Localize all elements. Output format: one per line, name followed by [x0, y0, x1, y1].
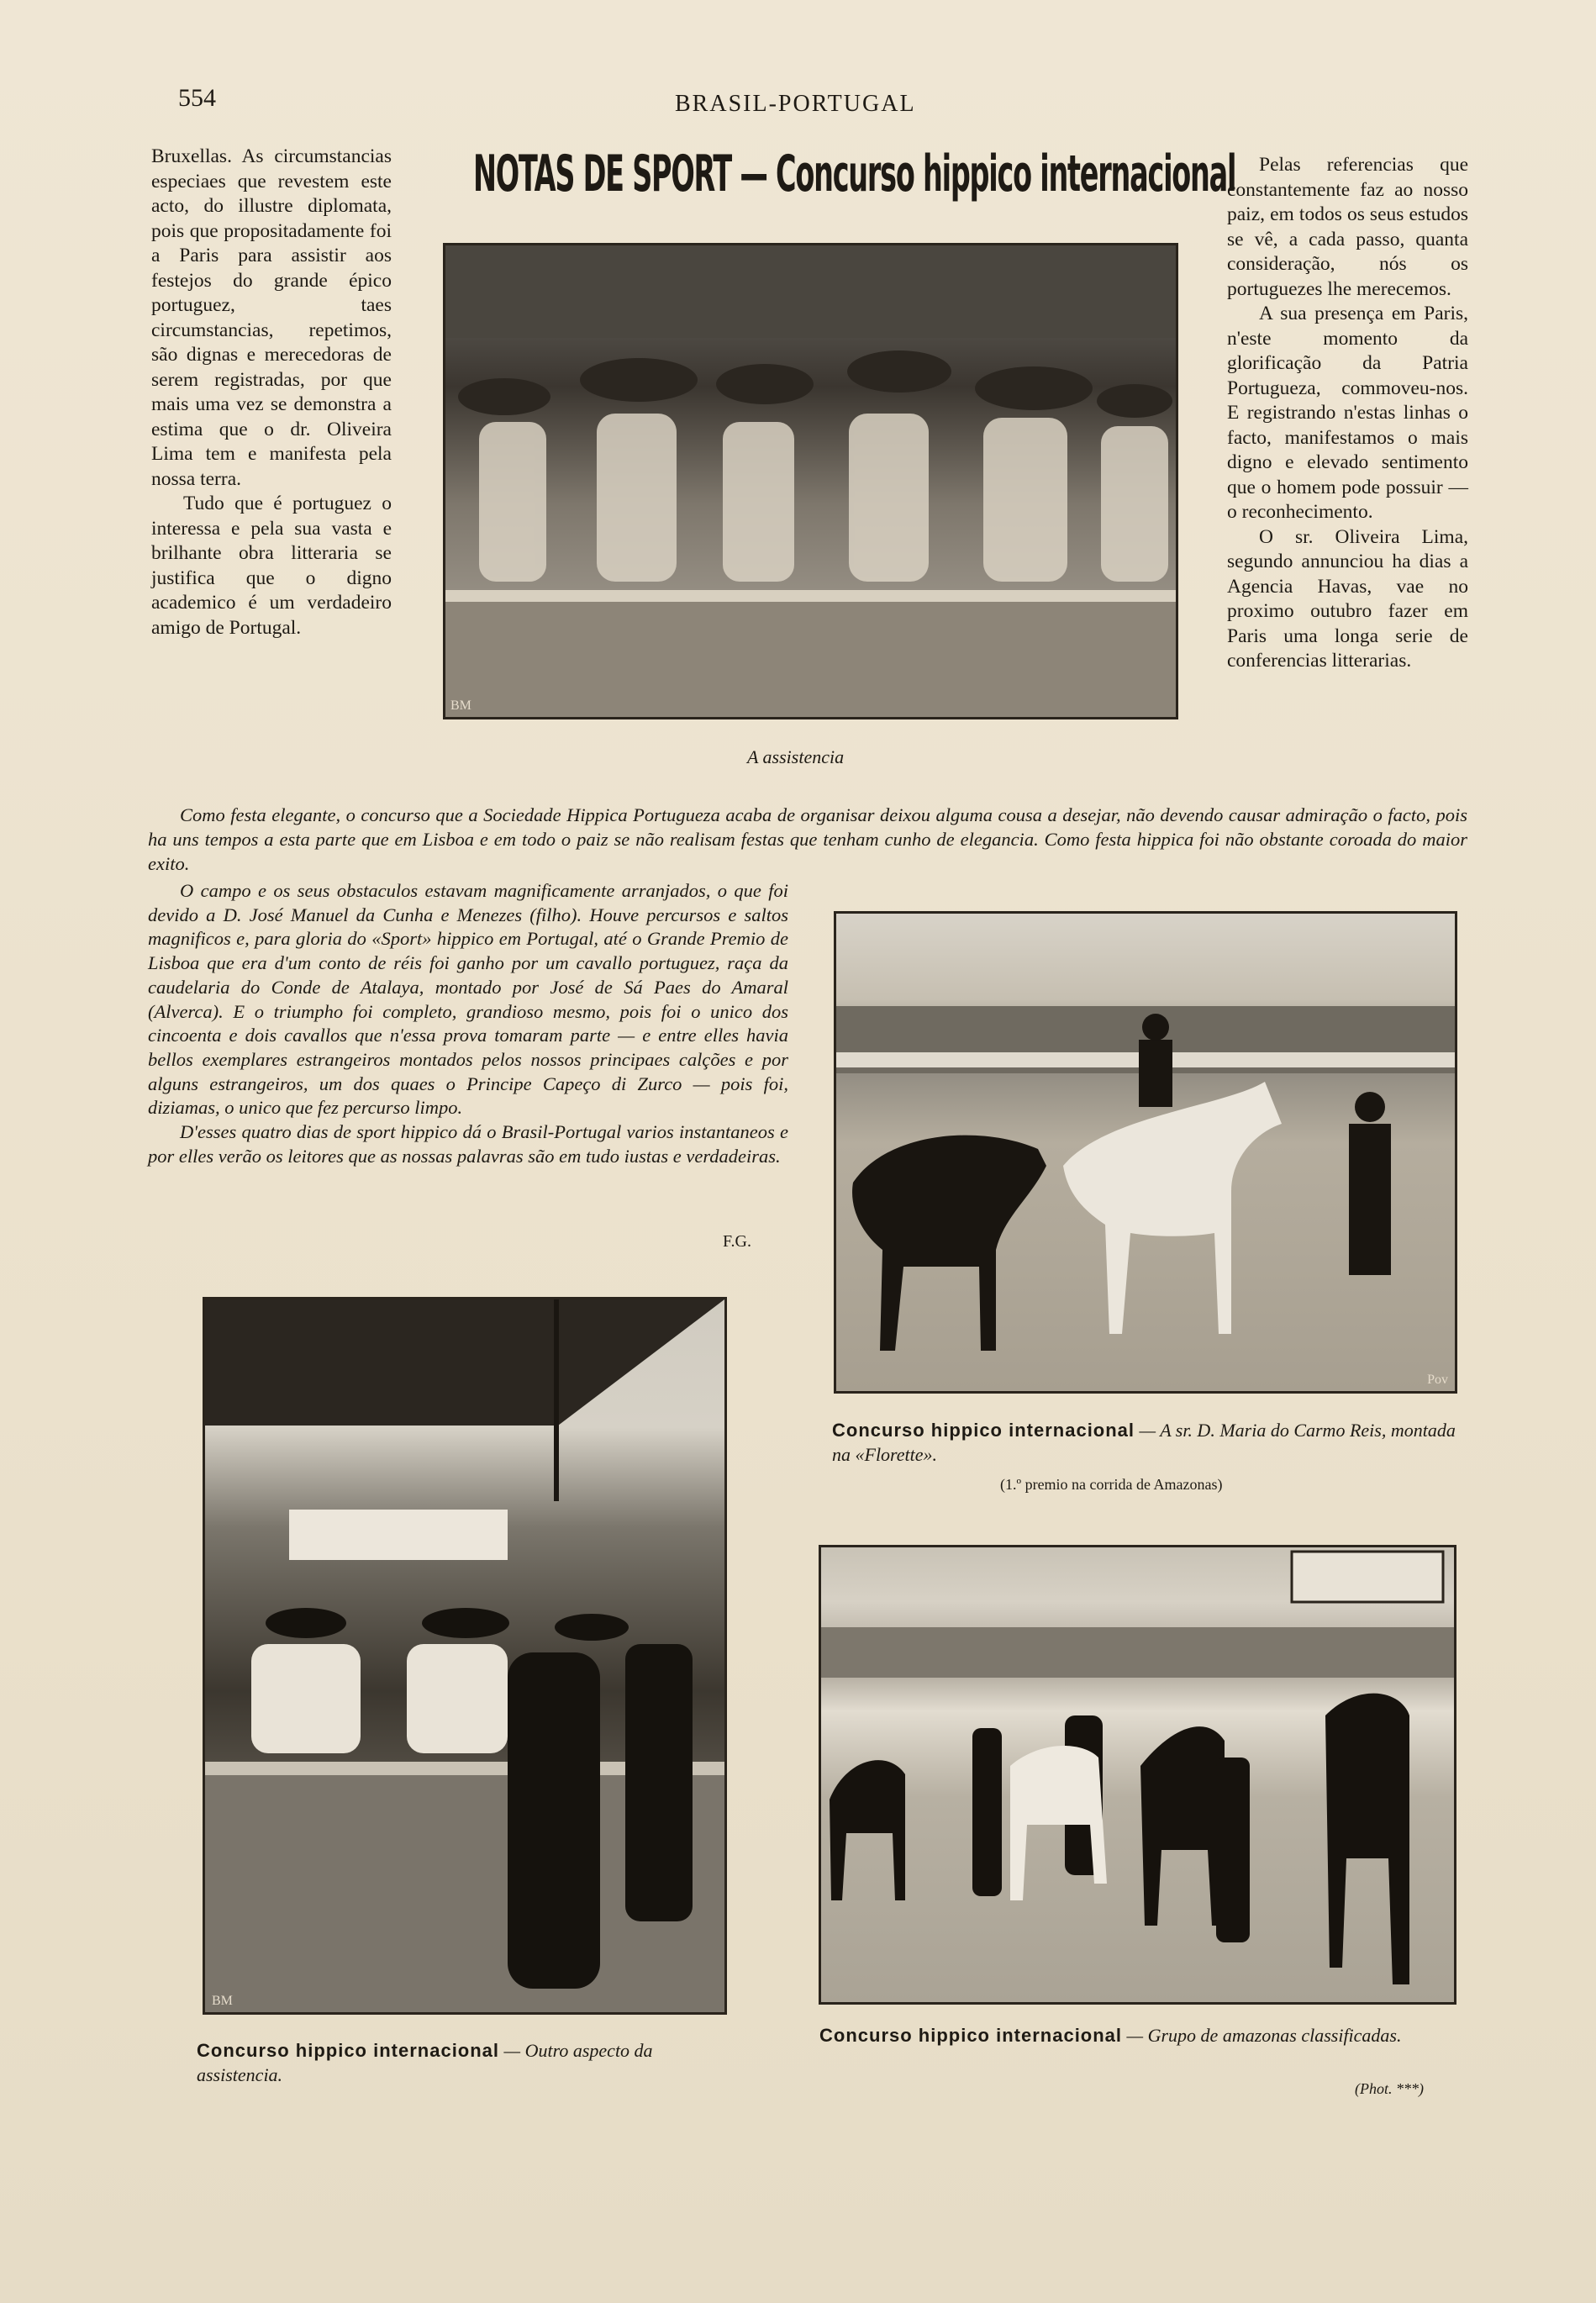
photo-assistencia-aspect	[203, 1297, 727, 2015]
section-headline: NOTAS DE SPORT — Concurso hippico internacional	[473, 145, 1236, 203]
photo2-caption-title: Concurso hippico internacional	[832, 1420, 1135, 1441]
publication-title: BRASIL-PORTUGAL	[675, 91, 916, 117]
photo-rider-florette	[834, 911, 1457, 1394]
article-body	[148, 879, 788, 1168]
photo4-caption-title: Concurso hippico internacional	[819, 2025, 1123, 2046]
right-paragraph-1: Pelas referencias que constantemente faz ao nosso paiz, em todos os seus estudos se vê, a cada passo, quanta consideração, nós os portuguezes lhe merecemos.	[1227, 154, 1468, 300]
photo4-caption	[819, 2024, 1458, 2048]
photo-grandstand-audience	[443, 243, 1178, 719]
right-paragraph-2: A sua presença em Paris, n'este momento da glorificação da Patria Portugueza, commoveu-nos. E registrando n'estas linhas o facto, manifestamos o mais digno e elevado sentimento que o homem pode possuir — o reconhecimento.	[1227, 303, 1468, 523]
photo2-monogram: Pov	[1427, 1373, 1448, 1387]
photo3-caption-text: — Outro aspecto da assistencia.	[197, 2040, 653, 2085]
intro-paragraph-1: Como festa elegante, o concurso que a Sociedade Hippica Portugueza acaba de organisar deixou alguma cousa a desejar, não devendo causar admiração o facto, pois ha uns tempos a esta parte que em Lisboa e em todo o paiz se não realisam festas que tenham cunho de elegancia. Como festa hippica foi não obstante coroada do maior exito.	[148, 804, 1467, 874]
photo1-monogram: BM	[450, 698, 471, 713]
left-column	[151, 145, 392, 640]
body-paragraph-2: D'esses quatro dias de sport hippico dá o Brasil-Portugal varios instantaneos e por elles verão os leitores que as nossas palavras são em tudo iustas e verdadeiras.	[148, 1121, 788, 1167]
page-number: 554	[178, 84, 216, 112]
grandstand-illustration	[445, 245, 1176, 717]
right-column	[1227, 153, 1468, 674]
photo2-caption-text: — A sr. D. Maria do Carmo Reis, montada na «Florette».	[832, 1420, 1456, 1465]
author-signature: F.G.	[723, 1232, 751, 1251]
rider-illustration	[836, 914, 1455, 1391]
right-paragraph-3: O sr. Oliveira Lima, segundo annunciou ha dias a Agencia Havas, vae no proximo outubro fazer em Paris uma longa serie de conferencias litterarias.	[1227, 525, 1468, 672]
left-paragraph-2: Tudo que é portuguez o interessa e pela sua vasta e brilhante obra litteraria se justifica que o digno academico é um verdadeiro amigo de Portugal.	[151, 493, 392, 639]
photo3-monogram: BM	[212, 1994, 233, 2008]
photo-credit: (Phot. ***)	[1355, 2080, 1424, 2097]
body-paragraph-1: O campo e os seus obstaculos estavam magnificamente arranjados, o que foi devido a D. José Manuel da Cunha e Menezes (filho). Houve percursos e saltos magnificos e, para gloria do «Sport» hippico em Portugal, até o Grande Premio de Lisboa que era d'um conto de réis foi ganho por um cavallo portuguez, raça da caudelaria do Conde de Atalaya, montado por José de Sá Paes do Amaral (Alverca). E o triumpho foi completo, grandioso mesmo, pois foi o unico dos cincoenta e dois cavallos que n'essa prova tomaram parte — e entre elles havia bellos exemplares estrangeiros montados pelos nossos principaes calções e por alguns estrangeiros, um dos quaes o Principe Capeço di Zurco — pois foi, diziamas, o unico que fez percurso limpo.	[148, 880, 788, 1119]
audience-illustration	[205, 1299, 724, 2012]
photo4-caption-text: — Grupo de amazonas classificadas.	[1122, 2025, 1402, 2046]
amazonas-illustration	[821, 1547, 1454, 2002]
left-paragraph-1: Bruxellas. As circumstancias especiaes que revestem este acto, do illustre diplomata, pois que propositadamente foi a Paris para assistir aos festejos do grande épico portuguez, taes circumstancias, repetimos, são dignas e merecedoras de serem registradas, por que mais uma vez se demonstra a estima que o dr. Oliveira Lima tem e manifesta pela nossa terra.	[151, 145, 392, 490]
photo-amazonas-group	[819, 1545, 1456, 2005]
photo2-prize-note: (1.º premio na corrida de Amazonas)	[1000, 1476, 1223, 1493]
photo3-caption	[197, 2039, 735, 2088]
article-intro	[148, 803, 1467, 876]
photo3-caption-title: Concurso hippico internacional	[197, 2040, 500, 2061]
photo2-caption	[832, 1419, 1471, 1468]
photo1-caption: A assistencia	[747, 746, 845, 767]
